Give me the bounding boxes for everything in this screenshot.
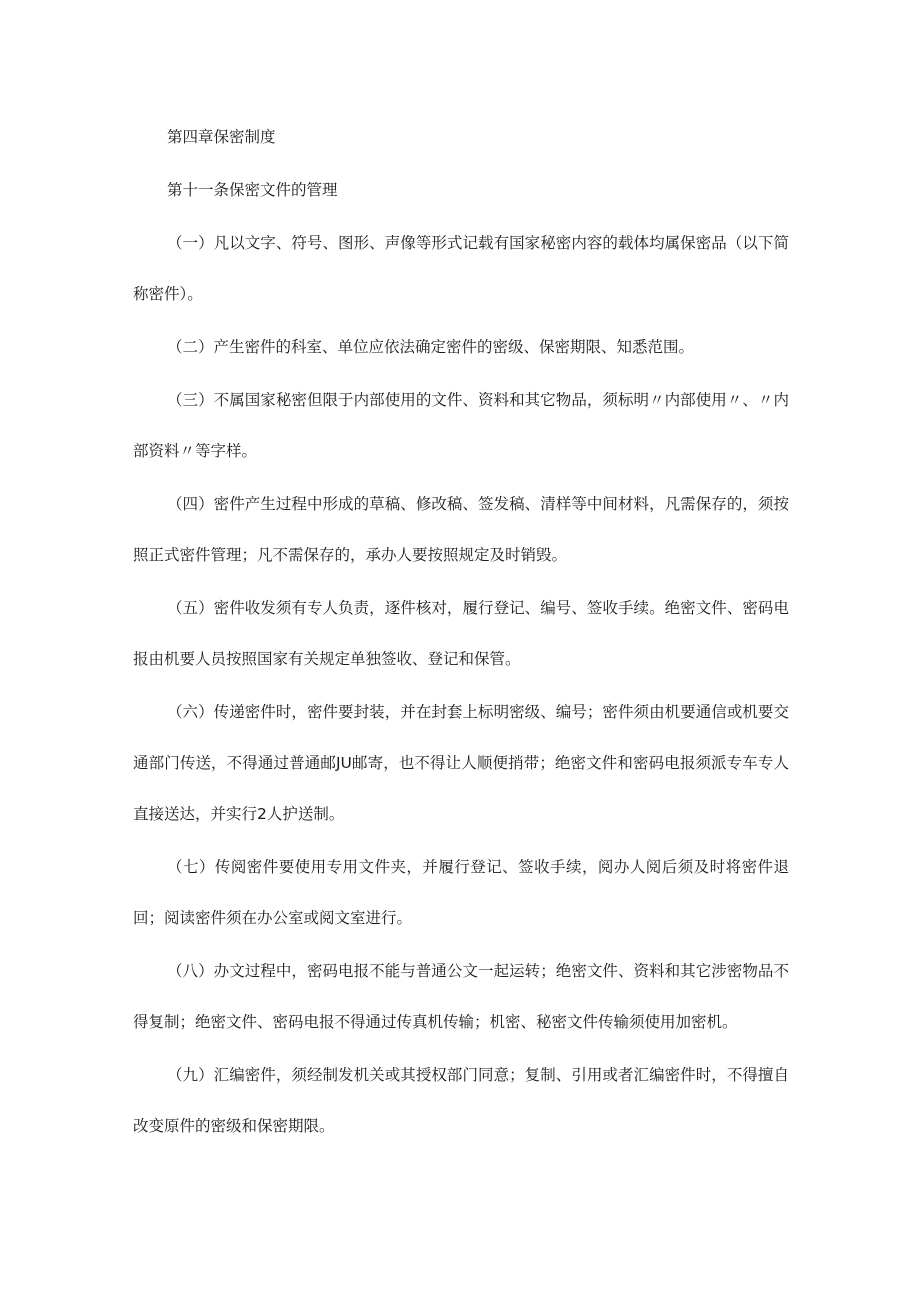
paragraph-7: （七）传阅密件要使用专用文件夹，并履行登记、签收手续，阅办人阅后须及时将密件退回；阅读密件须在办公室或阅文室进行。: [133, 858, 789, 927]
paragraph-2: （二）产生密件的科室、单位应依法确定密件的密级、保密期限、知悉范围。: [167, 338, 695, 356]
paragraph-1: （一）凡以文字、符号、图形、声像等形式记载有国家秘密内容的载体均属保密品（以下简称密件）。: [133, 234, 789, 303]
paragraph-6: （六）传递密件时，密件要封装，并在封套上标明密级、编号；密件须由机要通信或机要交通部门传送，不得通过普通邮JU邮寄，也不得让人顺便捎带；绝密文件和密码电报须派专车专人直接送达，并实行2人护送制。: [133, 703, 789, 823]
article-title: 第十一条保密文件的管理: [167, 181, 338, 199]
paragraph-9: （九）汇编密件，须经制发机关或其授权部门同意；复制、引用或者汇编密件时，不得擅自改变原件的密级和保密期限。: [133, 1066, 789, 1135]
paragraph-4: （四）密件产生过程中形成的草稿、修改稿、签发稿、清样等中间材料，凡需保存的，须按照正式密件管理；凡不需保存的，承办人要按照规定及时销毁。: [133, 495, 789, 564]
document-body: [133, 120, 789, 1154]
chapter-title: 第四章保密制度: [167, 128, 276, 146]
paragraph-8: （八）办文过程中，密码电报不能与普通公文一起运转；绝密文件、资料和其它涉密物品不得复制；绝密文件、密码电报不得通过传真机传输；机密、秘密文件传输须使用加密机。: [133, 962, 789, 1031]
paragraph-5: （五）密件收发须有专人负责，逐件核对，履行登记、编号、签收手续。绝密文件、密码电报由机要人员按照国家有关规定单独签收、登记和保管。: [133, 599, 789, 668]
paragraph-3: （三）不属国家秘密但限于内部使用的文件、资料和其它物品，须标明〃内部使用〃、〃内部资料〃等字样。: [133, 391, 789, 460]
